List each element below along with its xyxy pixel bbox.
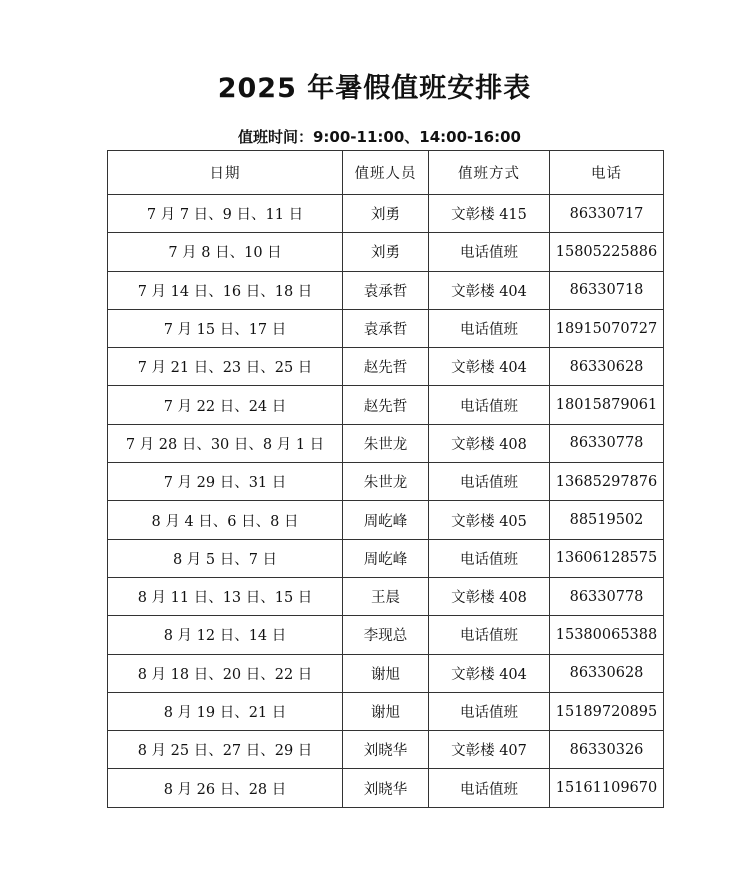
table-row [108, 731, 664, 769]
method-cell: 电话值班 [429, 692, 550, 730]
phone-cell: 13606128575 [550, 539, 664, 577]
table-row [108, 501, 664, 539]
method-cell: 电话值班 [429, 309, 550, 347]
table-row [108, 309, 664, 347]
person-cell: 刘晓华 [343, 769, 429, 807]
table-row [108, 616, 664, 654]
method-cell: 电话值班 [429, 616, 550, 654]
date-cell: 8 月 25 日、27 日、29 日 [108, 731, 343, 769]
person-cell: 赵先哲 [343, 348, 429, 386]
method-cell: 电话值班 [429, 539, 550, 577]
method-cell: 文彰楼 404 [429, 348, 550, 386]
person-cell: 刘勇 [343, 195, 429, 233]
date-cell: 8 月 4 日、6 日、8 日 [108, 501, 343, 539]
date-cell: 8 月 5 日、7 日 [108, 539, 343, 577]
phone-cell: 15805225886 [550, 233, 664, 271]
phone-cell: 13685297876 [550, 463, 664, 501]
table-row [108, 195, 664, 233]
table-row [108, 654, 664, 692]
method-cell: 电话值班 [429, 463, 550, 501]
header-person: 值班人员 [343, 151, 429, 195]
phone-cell: 86330778 [550, 577, 664, 615]
header-phone: 电话 [550, 151, 664, 195]
phone-cell: 86330326 [550, 731, 664, 769]
table-row [108, 271, 664, 309]
phone-cell: 15161109670 [550, 769, 664, 807]
date-cell: 7 月 21 日、23 日、25 日 [108, 348, 343, 386]
date-cell: 7 月 8 日、10 日 [108, 233, 343, 271]
person-cell: 袁承哲 [343, 271, 429, 309]
date-cell: 8 月 18 日、20 日、22 日 [108, 654, 343, 692]
date-cell: 7 月 22 日、24 日 [108, 386, 343, 424]
date-cell: 7 月 15 日、17 日 [108, 309, 343, 347]
person-cell: 谢旭 [343, 692, 429, 730]
table-row [108, 463, 664, 501]
method-cell: 文彰楼 408 [429, 577, 550, 615]
method-cell: 文彰楼 415 [429, 195, 550, 233]
person-cell: 谢旭 [343, 654, 429, 692]
phone-cell: 15380065388 [550, 616, 664, 654]
phone-cell: 15189720895 [550, 692, 664, 730]
phone-cell: 86330717 [550, 195, 664, 233]
method-cell: 文彰楼 407 [429, 731, 550, 769]
person-cell: 刘晓华 [343, 731, 429, 769]
person-cell: 李现总 [343, 616, 429, 654]
page-title: 2025 年暑假值班安排表 [217, 73, 532, 104]
date-cell: 8 月 11 日、13 日、15 日 [108, 577, 343, 615]
date-cell: 7 月 7 日、9 日、11 日 [108, 195, 343, 233]
header-method: 值班方式 [429, 151, 550, 195]
table-row [108, 424, 664, 462]
header-row [108, 151, 664, 195]
table-row [108, 348, 664, 386]
date-cell: 8 月 12 日、14 日 [108, 616, 343, 654]
method-cell: 电话值班 [429, 769, 550, 807]
person-cell: 周屹峰 [343, 539, 429, 577]
method-cell: 文彰楼 404 [429, 654, 550, 692]
date-cell: 7 月 28 日、30 日、8 月 1 日 [108, 424, 343, 462]
phone-cell: 18015879061 [550, 386, 664, 424]
phone-cell: 88519502 [550, 501, 664, 539]
person-cell: 朱世龙 [343, 463, 429, 501]
duty-schedule-table [107, 150, 664, 808]
table-row [108, 769, 664, 807]
phone-cell: 86330718 [550, 271, 664, 309]
person-cell: 朱世龙 [343, 424, 429, 462]
table-row [108, 386, 664, 424]
phone-cell: 86330778 [550, 424, 664, 462]
header-date: 日期 [108, 151, 343, 195]
person-cell: 王晨 [343, 577, 429, 615]
date-cell: 8 月 26 日、28 日 [108, 769, 343, 807]
person-cell: 袁承哲 [343, 309, 429, 347]
date-cell: 8 月 19 日、21 日 [108, 692, 343, 730]
table-row [108, 577, 664, 615]
person-cell: 刘勇 [343, 233, 429, 271]
method-cell: 电话值班 [429, 386, 550, 424]
phone-cell: 86330628 [550, 348, 664, 386]
phone-cell: 18915070727 [550, 309, 664, 347]
method-cell: 文彰楼 405 [429, 501, 550, 539]
date-cell: 7 月 14 日、16 日、18 日 [108, 271, 343, 309]
method-cell: 文彰楼 408 [429, 424, 550, 462]
table-body [108, 195, 664, 808]
table-row [108, 539, 664, 577]
person-cell: 赵先哲 [343, 386, 429, 424]
duty-time-subtitle: 值班时间：9:00-11:00、14:00-16:00 [237, 128, 521, 146]
table-header [108, 151, 664, 195]
person-cell: 周屹峰 [343, 501, 429, 539]
table-row [108, 233, 664, 271]
table-row [108, 692, 664, 730]
date-cell: 7 月 29 日、31 日 [108, 463, 343, 501]
method-cell: 文彰楼 404 [429, 271, 550, 309]
method-cell: 电话值班 [429, 233, 550, 271]
phone-cell: 86330628 [550, 654, 664, 692]
